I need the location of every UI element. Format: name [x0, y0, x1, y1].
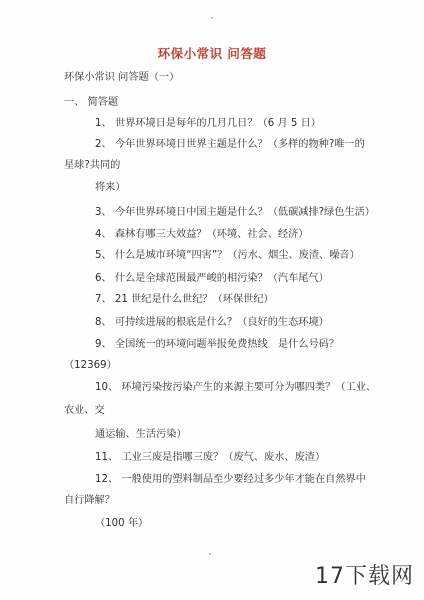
- question-line: 农业、交: [64, 405, 105, 416]
- question-line: 星球?共同的: [64, 160, 121, 171]
- page-dot-top: [211, 17, 213, 19]
- question-line: 7、 21 世纪是什么世纪？（环保世纪）: [95, 294, 274, 305]
- question-line: 11、 工业三废是指哪三废？（废气、废水、废渣）: [95, 452, 326, 463]
- document-subtitle: 环保小常识 问答题（一）: [64, 72, 180, 83]
- question-line: 8、 可持续进展的根底是什么？（良好的生态环境）: [95, 317, 329, 328]
- question-line: 6、 什么是全球范围最严峻的相污染？（汽车尾气）: [95, 273, 329, 284]
- question-line: （100 年）: [95, 518, 149, 529]
- question-line: 3、 今年世界环境日中国主题是什么？（低碳减排?绿色生活）: [95, 207, 375, 218]
- question-line: 1、 世界环境日是每年的几月几日？（6 月 5 日）: [95, 118, 321, 129]
- document-title: 环保小常识 问答题: [157, 46, 267, 61]
- question-line: （12369）: [64, 360, 117, 371]
- question-line: 2、 今年世界环境日世界主题是什么？（多样的物种?唯一的: [95, 139, 365, 150]
- site-watermark: 17下载网: [315, 564, 414, 589]
- question-line: 5、 什么是城市环境“四害”？（污水、烟尘、废渣、噪音）: [95, 250, 360, 261]
- page-dot-bottom: [209, 553, 211, 555]
- question-line: 通运输、生活污染）: [95, 429, 187, 440]
- question-line: 12、 一般使用的塑料制品至少要经过多少年才能在自然界中: [95, 474, 366, 485]
- question-line: 4、 森林有哪三大效益？（环境、社会、经济）: [95, 229, 309, 240]
- question-line: 9、 全国统一的环境问题举报免费热线 是什么号码？: [95, 339, 340, 350]
- question-line: 将来）: [95, 182, 126, 193]
- question-line: 自行降解？: [64, 495, 115, 506]
- question-line: 10、 环境污染按污染产生的来源主要可分为哪四类？（工业、: [95, 382, 377, 393]
- section-heading: 一、 简答题: [64, 97, 119, 108]
